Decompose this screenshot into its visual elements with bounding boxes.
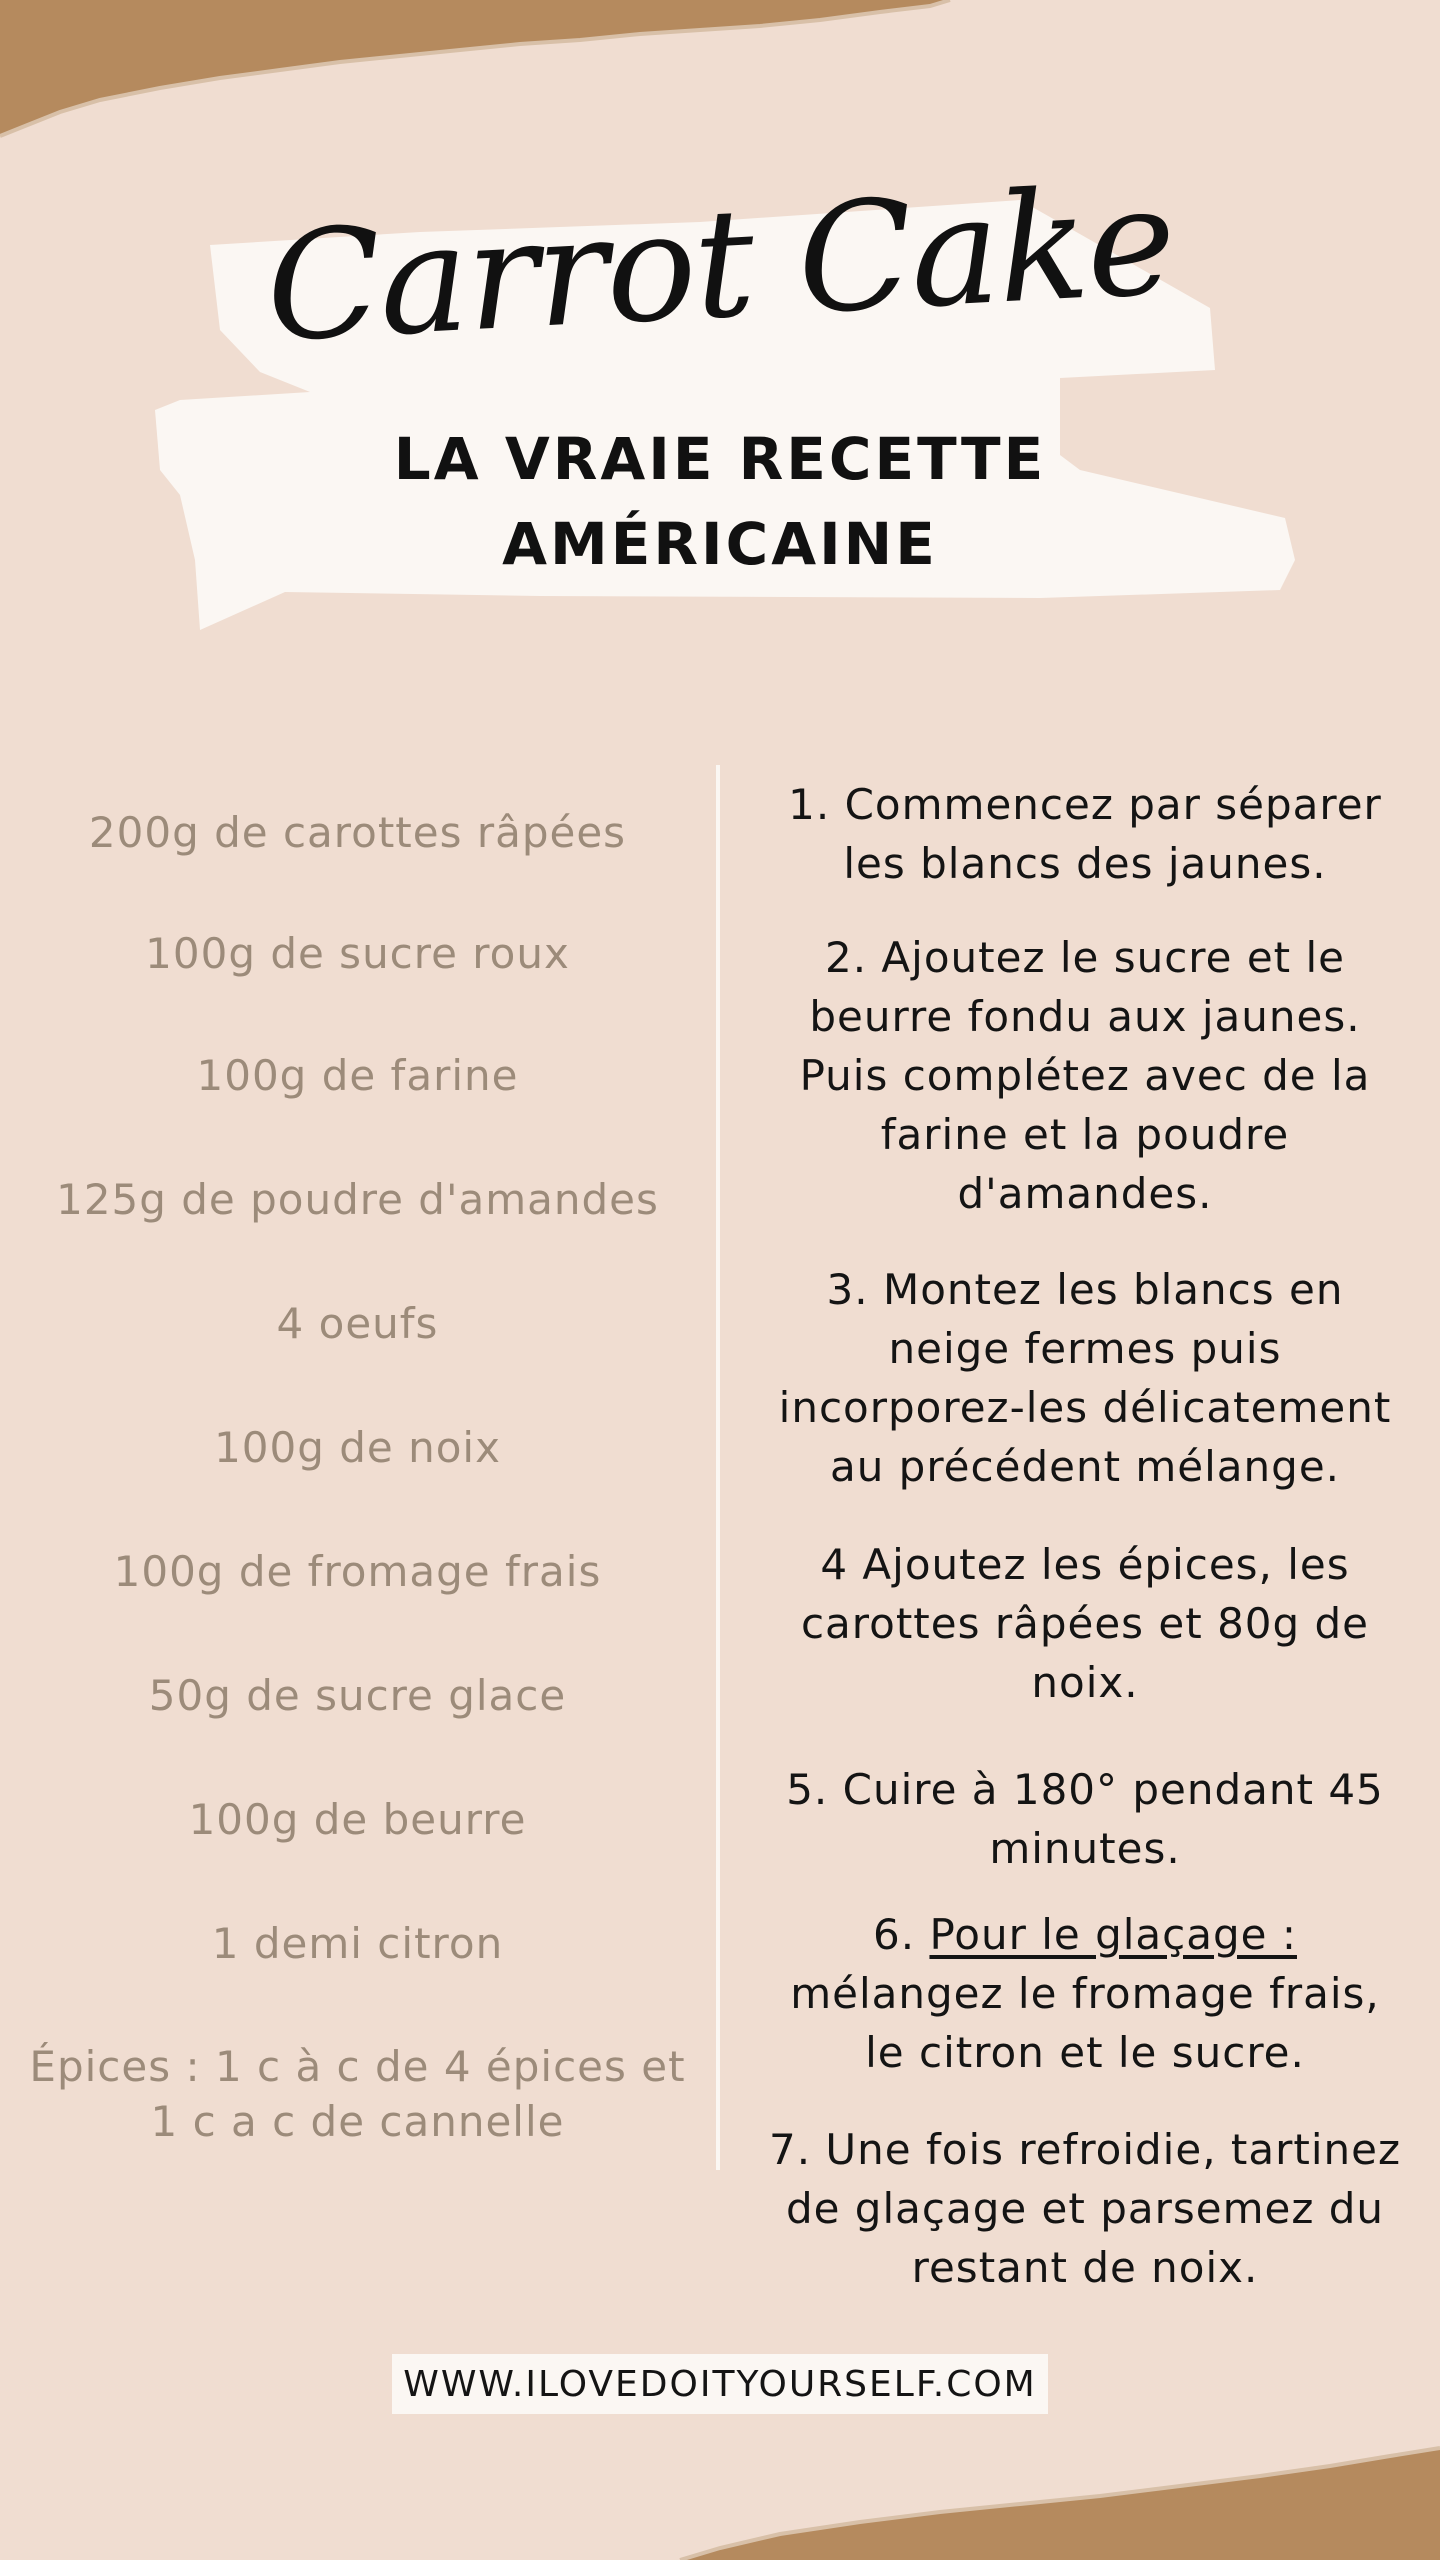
ingredient-item: 4 oeufs <box>276 1299 439 1348</box>
recipe-subtitle-line2: AMÉRICAINE <box>502 510 938 578</box>
ingredient-item: 100g de noix <box>214 1423 501 1472</box>
step-line <box>730 1905 1440 1964</box>
step-line: de glaçage et parsemez du <box>785 2184 1385 2233</box>
step-2 <box>730 928 1440 1223</box>
step-line: carottes râpées et 80g de <box>800 1599 1370 1648</box>
step-number: 6. <box>873 1910 916 1959</box>
step-line: 7. Une fois refroidie, tartinez <box>768 2125 1402 2174</box>
step-line: Puis complétez avec de la <box>799 1051 1371 1100</box>
ingredient-item: 1 c a c de cannelle <box>150 2097 565 2146</box>
step-line: 1. Commencez par séparer <box>788 780 1382 829</box>
ingredient-item: 50g de sucre glace <box>148 1671 567 1720</box>
step-line: farine et la poudre <box>880 1110 1290 1159</box>
step-1 <box>730 775 1440 893</box>
ingredient-item: 100g de farine <box>196 1051 519 1100</box>
step-line: 4 Ajoutez les épices, les <box>820 1540 1350 1589</box>
ingredient-item: 1 demi citron <box>211 1919 504 1968</box>
ingredient-item: 125g de poudre d'amandes <box>56 1175 659 1224</box>
step-line: d'amandes. <box>957 1169 1213 1218</box>
step-3 <box>730 1260 1440 1496</box>
step-line: minutes. <box>989 1824 1181 1873</box>
ingredient-item: Épices : 1 c à c de 4 épices et <box>29 2042 686 2091</box>
torn-paper-bottom <box>0 2430 1440 2560</box>
step-7 <box>730 2120 1440 2297</box>
step-line: 5. Cuire à 180° pendant 45 <box>786 1765 1384 1814</box>
step-4 <box>730 1535 1440 1712</box>
step-line: 2. Ajoutez le sucre et le <box>825 933 1345 982</box>
step-6 <box>730 1905 1440 2082</box>
ingredient-item: 100g de fromage frais <box>113 1547 602 1596</box>
step-line: le citron et le sucre. <box>865 2028 1305 2077</box>
step-line: incorporez-les délicatement <box>778 1383 1392 1432</box>
step-line: mélangez le fromage frais, <box>790 1969 1380 2018</box>
step-line: neige fermes puis <box>888 1324 1282 1373</box>
step-line: noix. <box>1031 1658 1139 1707</box>
ingredient-item: 100g de sucre roux <box>145 929 570 978</box>
step-5 <box>730 1760 1440 1878</box>
column-divider <box>716 765 720 2170</box>
ingredient-item: 200g de carottes râpées <box>88 808 627 857</box>
step-line: restant de noix. <box>911 2243 1259 2292</box>
website-url-banner[interactable] <box>392 2354 1048 2414</box>
glacage-heading: Pour le glaçage : <box>929 1910 1297 1959</box>
step-line: beurre fondu aux jaunes. <box>809 992 1361 1041</box>
website-url[interactable]: WWW.ILOVEDOITYOURSELF.COM <box>403 2363 1037 2405</box>
step-line: au précédent mélange. <box>829 1442 1341 1491</box>
ingredient-item: 100g de beurre <box>188 1795 527 1844</box>
step-line: les blancs des jaunes. <box>843 839 1327 888</box>
recipe-title: Carrot Cake <box>262 154 1178 376</box>
recipe-subtitle-line1: LA VRAIE RECETTE <box>393 425 1047 493</box>
step-line: 3. Montez les blancs en <box>826 1265 1344 1314</box>
